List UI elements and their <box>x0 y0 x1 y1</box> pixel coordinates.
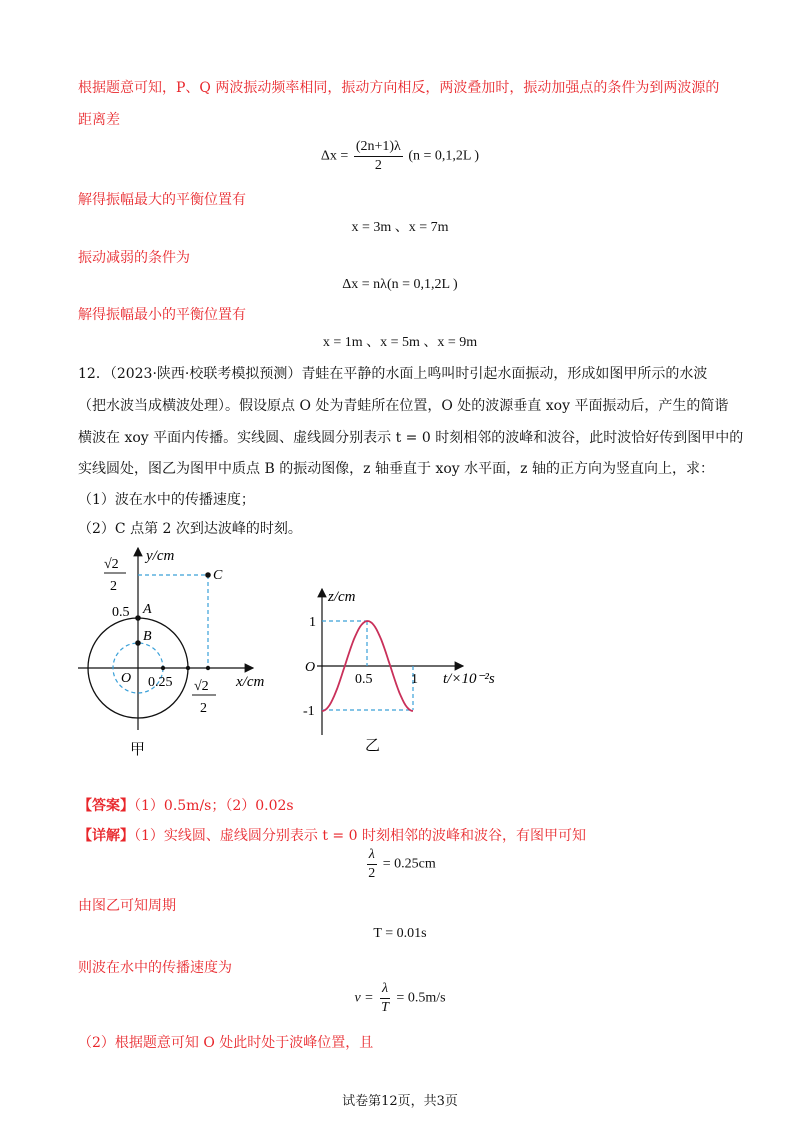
y-tick-sqrt2-den: 2 <box>110 579 117 594</box>
detail-tag: 【详解】 <box>78 828 134 844</box>
equation-distance-difference <box>0 138 800 175</box>
label-O: O <box>305 660 316 675</box>
fraction <box>379 980 391 1017</box>
fraction-numerator: (2n+1)λ <box>354 138 403 157</box>
x-tick-sqrt2-den: 2 <box>200 701 207 716</box>
x-axis-label: x/cm <box>236 674 265 690</box>
equation-weakened-condition: Δx = nλ(n = 0,1,2L ) <box>342 277 458 292</box>
point-B <box>135 640 141 646</box>
question-line: 横波在 xoy 平面内传播。实线圆、虚线圆分别表示 t = 0 时刻相邻的波峰和波谷，此时波恰好传到图甲中的 <box>78 430 744 446</box>
label-O: O <box>121 671 132 686</box>
fraction-numerator: λ <box>367 846 377 865</box>
fraction-denominator: 2 <box>368 866 376 881</box>
figure-caption-jia: 甲 <box>130 742 146 758</box>
fraction <box>366 846 377 883</box>
label-A: A <box>143 602 152 617</box>
x-tick-025: 0.25 <box>148 675 173 690</box>
z-tick-m1: -1 <box>303 704 315 719</box>
fraction-numerator: λ <box>380 980 390 999</box>
question-line: （2）C 点第 2 次到达波峰的时刻。 <box>78 521 302 537</box>
equation-speed <box>0 980 800 1017</box>
z-axis-label: z/cm <box>328 589 356 605</box>
y-tick-05: 0.5 <box>112 605 130 620</box>
label-B: B <box>143 629 152 644</box>
text-line: 解得振幅最大的平衡位置有 <box>78 192 246 208</box>
page-footer: 试卷第12页，共3页 <box>342 1094 458 1109</box>
figure-yi <box>295 585 525 760</box>
t-tick-05: 0.5 <box>355 672 373 687</box>
point-x-05 <box>186 666 190 670</box>
t-tick-1: 1 <box>411 672 418 687</box>
text-line: 则波在水中的传播速度为 <box>78 960 232 976</box>
equation-half-wavelength <box>0 846 800 883</box>
fraction-denominator: T <box>381 1000 389 1015</box>
text-line: （2）根据题意可知 O 处此时处于波峰位置，且 <box>78 1035 374 1051</box>
point-x-025 <box>161 666 165 670</box>
fraction <box>354 138 403 175</box>
detail-line <box>78 826 586 846</box>
question-line: 12．（2023·陕西·校联考模拟预测）青蛙在平静的水面上鸣叫时引起水面振动，形成如图甲所示的水波 <box>78 366 708 382</box>
point-x-sqrt2 <box>206 666 210 670</box>
fraction-denominator: 2 <box>374 158 382 173</box>
text-line: 振动减弱的条件为 <box>78 250 190 266</box>
y-axis-label: y/cm <box>146 548 175 564</box>
x-tick-sqrt2-num: √2 <box>194 679 209 694</box>
equation-max-positions: x = 3m 、x = 7m <box>351 220 449 235</box>
equation-rhs: (n = 0,1,2L ) <box>408 148 480 164</box>
text-line: 解得振幅最小的平衡位置有 <box>78 307 246 323</box>
answer-line <box>78 796 294 816</box>
point-C <box>205 572 211 578</box>
equation-min-positions: x = 1m 、x = 5m 、x = 9m <box>322 335 478 350</box>
question-line: 实线圆处，图乙为图甲中质点 B 的振动图像，z 轴垂直于 xoy 水平面，z 轴的正方向为竖直向上，求： <box>78 461 714 477</box>
point-A <box>135 615 141 621</box>
t-axis-label: t/×10⁻²s <box>443 671 495 687</box>
question-line: （把水波当成横波处理）。假设原点 O 处为青蛙所在位置，O 处的波源垂直 xoy 平面振动后，产生的简谐 <box>78 398 729 414</box>
answer-body: （1）0.5m/s；（2）0.02s <box>134 798 294 814</box>
z-tick-1: 1 <box>309 615 316 630</box>
figure-caption-yi: 乙 <box>365 738 381 754</box>
label-C: C <box>213 568 223 583</box>
equation-period: T = 0.01s <box>373 926 427 941</box>
equation-lhs: Δx = <box>320 148 349 164</box>
y-tick-sqrt2-num: √2 <box>104 557 119 572</box>
text-line: 由图乙可知周期 <box>78 898 176 914</box>
equation-lhs: v = <box>354 990 374 1006</box>
figure-jia <box>70 540 290 760</box>
text-line: 距离差 <box>78 112 120 128</box>
detail-body: （1）实线圆、虚线圆分别表示 t = 0 时刻相邻的波峰和波谷，有图甲可知 <box>134 828 586 844</box>
answer-tag: 【答案】 <box>78 798 134 814</box>
equation-rhs: = 0.5m/s <box>396 990 446 1006</box>
equation-rhs: = 0.25cm <box>382 856 436 872</box>
question-line: （1）波在水中的传播速度； <box>78 492 255 508</box>
text-line: 根据题意可知，P、Q 两波振动频率相同，振动方向相反，两波叠加时，振动加强点的条件为到两波源的 <box>78 80 720 96</box>
